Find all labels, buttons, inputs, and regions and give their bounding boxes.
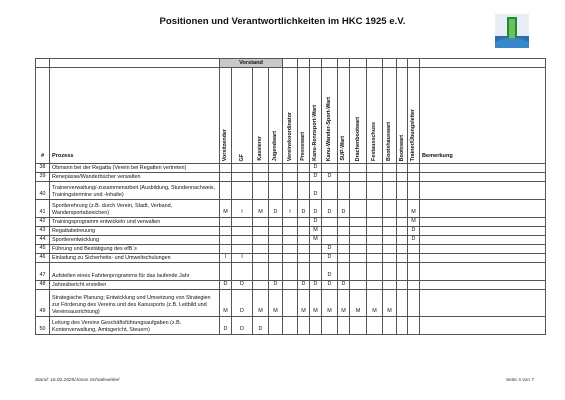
group-header-vorstand: Vorstand — [220, 59, 283, 68]
responsibility-cell: M — [408, 218, 420, 227]
responsibility-cell — [232, 218, 253, 227]
column-header-process: Prozess — [50, 68, 220, 164]
responsibility-cell — [283, 254, 298, 263]
responsibility-cell: D — [232, 317, 253, 335]
responsibility-cell — [269, 236, 283, 245]
responsibility-cell — [397, 245, 408, 254]
row-remark — [420, 290, 546, 317]
table-row — [36, 254, 546, 263]
responsibility-cell: D — [232, 281, 253, 290]
responsibility-cell — [338, 254, 350, 263]
responsibility-cell: D — [220, 281, 232, 290]
responsibility-cell: M — [269, 290, 283, 317]
column-header-role-label: Vereinskoordinator — [286, 111, 293, 161]
row-remark — [420, 218, 546, 227]
responsibility-cell — [350, 254, 367, 263]
responsibility-cell — [298, 182, 310, 200]
table-row — [36, 182, 546, 200]
responsibility-cell — [367, 218, 383, 227]
responsibility-cell — [367, 200, 383, 218]
responsibility-cell — [322, 227, 338, 236]
table-row — [36, 236, 546, 245]
row-process: Führung und Bestätigung des efB´s — [50, 245, 220, 254]
row-number: 46 — [36, 254, 50, 263]
responsibility-cell — [283, 227, 298, 236]
column-header-role — [350, 68, 367, 164]
responsibility-cell — [397, 218, 408, 227]
responsibility-cell — [283, 317, 298, 335]
column-header-role — [269, 68, 283, 164]
responsibility-cell — [408, 254, 420, 263]
row-number: 47 — [36, 263, 50, 281]
responsibility-cell — [298, 218, 310, 227]
responsibility-cell — [338, 245, 350, 254]
responsibility-cell: D — [322, 245, 338, 254]
responsibility-cell — [367, 182, 383, 200]
responsibility-cell — [350, 182, 367, 200]
responsibility-cell — [338, 236, 350, 245]
responsibility-cell: D — [322, 281, 338, 290]
responsibility-cell — [298, 254, 310, 263]
responsibility-cell: D — [310, 173, 322, 182]
column-header-role — [397, 68, 408, 164]
responsibility-cell — [232, 245, 253, 254]
column-header-role-label: Trainer/Übungsleiter — [410, 108, 416, 161]
responsibility-cell — [310, 254, 322, 263]
responsibility-cell — [253, 218, 269, 227]
responsibility-cell — [397, 164, 408, 173]
column-header-remarks: Bemerkung — [420, 68, 546, 164]
responsibility-cell — [269, 164, 283, 173]
responsibility-cell: I — [232, 200, 253, 218]
row-remark — [420, 245, 546, 254]
row-remark — [420, 254, 546, 263]
responsibility-cell: D — [322, 173, 338, 182]
responsibility-cell — [269, 182, 283, 200]
column-header-role-label: Drachenbootwart — [354, 116, 361, 161]
responsibility-cell — [367, 164, 383, 173]
responsibility-cell — [283, 281, 298, 290]
row-remark — [420, 236, 546, 245]
responsibility-cell — [220, 227, 232, 236]
responsibility-cell — [408, 182, 420, 200]
column-header-role-label: Pressewart — [300, 132, 306, 161]
responsibility-cell: D — [310, 281, 322, 290]
row-remark — [420, 182, 546, 200]
row-process: Regattabetreuung — [50, 227, 220, 236]
responsibility-cell — [220, 182, 232, 200]
responsibility-cell — [350, 227, 367, 236]
responsibility-cell — [338, 182, 350, 200]
responsibility-cell: M — [253, 200, 269, 218]
row-process: Obmann bei der Regatta (Verein bei Regatten vertreten) — [50, 164, 220, 173]
responsibility-cell: M — [253, 290, 269, 317]
row-number: 43 — [36, 227, 50, 236]
responsibility-cell — [383, 218, 397, 227]
responsibility-cell — [269, 173, 283, 182]
row-remark — [420, 227, 546, 236]
row-number: 39 — [36, 173, 50, 182]
responsibility-cell — [397, 281, 408, 290]
responsibility-cell — [350, 236, 367, 245]
responsibility-cell — [367, 254, 383, 263]
responsibility-cell: D — [310, 164, 322, 173]
column-header-role — [367, 68, 383, 164]
responsibility-cell: M — [310, 236, 322, 245]
column-header-role-label: Bootshauswart — [386, 122, 392, 161]
responsibility-cell — [397, 200, 408, 218]
responsibility-cell — [408, 245, 420, 254]
responsibility-cell — [408, 317, 420, 335]
row-remark — [420, 173, 546, 182]
responsibility-cell — [338, 263, 350, 281]
responsibility-cell — [269, 245, 283, 254]
responsibility-cell — [298, 263, 310, 281]
row-process: Sportlerentwicklung — [50, 236, 220, 245]
responsibility-cell — [298, 173, 310, 182]
row-process: Trainerverwaltung/-zusammenarbeit (Ausbildung, Stundennachweis, Trainingstermine und -Inhalte) — [50, 182, 220, 200]
responsibility-cell: I — [220, 254, 232, 263]
responsibility-cell — [367, 245, 383, 254]
column-header-role-label: Kassierer — [257, 136, 263, 161]
responsibility-cell — [253, 236, 269, 245]
responsibility-cell — [383, 164, 397, 173]
column-header-role — [232, 68, 253, 164]
responsibility-cell — [397, 254, 408, 263]
responsibility-cell: D — [310, 182, 322, 200]
column-header-role — [338, 68, 350, 164]
responsibility-cell — [232, 182, 253, 200]
responsibility-cell — [298, 227, 310, 236]
responsibility-cell — [338, 164, 350, 173]
responsibility-cell — [397, 317, 408, 335]
responsibility-cell — [220, 173, 232, 182]
row-process: Leitung des Vereins Geschäftsführungsaufgaben (z.B. Kontenverwaltung, Amtsgericht, Steuern) — [50, 317, 220, 335]
row-process: Trainingsprogramm entwickeln und verwalten — [50, 218, 220, 227]
responsibility-cell: D — [310, 218, 322, 227]
responsibility-cell — [383, 245, 397, 254]
row-remark — [420, 263, 546, 281]
column-header-role-label: SUP-Wart — [340, 136, 346, 161]
responsibility-cell: D — [253, 317, 269, 335]
column-header-role-label: GF — [238, 153, 245, 161]
row-number: 38 — [36, 164, 50, 173]
row-number: 44 — [36, 236, 50, 245]
responsibility-cell — [350, 173, 367, 182]
row-number: 41 — [36, 200, 50, 218]
responsibility-cell — [322, 218, 338, 227]
responsibility-cell — [367, 227, 383, 236]
row-process: Einladung zu Sicherheits- und Umweltschulungen — [50, 254, 220, 263]
responsibility-cell: D — [322, 254, 338, 263]
responsibility-cell — [383, 182, 397, 200]
responsibility-cell — [253, 173, 269, 182]
responsibility-cell: D — [322, 200, 338, 218]
responsibility-cell — [367, 263, 383, 281]
responsibility-cell — [397, 227, 408, 236]
table-row — [36, 173, 546, 182]
table-row — [36, 263, 546, 281]
responsibility-cell — [269, 263, 283, 281]
responsibility-cell — [232, 236, 253, 245]
column-header-role — [310, 68, 322, 164]
responsibility-cell — [298, 164, 310, 173]
row-process: Renepässe/Wanderbücher verwalten — [50, 173, 220, 182]
responsibility-cell — [322, 164, 338, 173]
row-process: Sportlerehrung (z.B. durch Verein, Stadt, Verband, Wandersportabzeichen) — [50, 200, 220, 218]
responsibility-cell — [220, 164, 232, 173]
responsibility-cell — [350, 245, 367, 254]
responsibility-cell: M — [220, 200, 232, 218]
responsibility-cell: D — [298, 281, 310, 290]
responsibility-cell — [269, 254, 283, 263]
responsibility-cell — [383, 200, 397, 218]
responsibility-cell — [269, 218, 283, 227]
row-number: 50 — [36, 317, 50, 335]
responsibility-cell — [350, 317, 367, 335]
responsibility-cell: D — [298, 200, 310, 218]
responsibility-cell: M — [350, 290, 367, 317]
responsibility-cell: M — [298, 290, 310, 317]
column-header-role-label: Kanu-Wander-Sport-Wart — [326, 96, 332, 161]
responsibility-cell — [283, 245, 298, 254]
responsibility-cell — [269, 227, 283, 236]
responsibility-cell — [338, 317, 350, 335]
responsibility-cell — [383, 263, 397, 281]
row-remark — [420, 317, 546, 335]
responsibility-cell — [383, 227, 397, 236]
responsibility-cell — [397, 173, 408, 182]
responsibility-cell: M — [220, 290, 232, 317]
responsibility-cell — [338, 227, 350, 236]
responsibility-cell — [408, 173, 420, 182]
responsibility-cell — [310, 263, 322, 281]
responsibility-cell — [220, 218, 232, 227]
row-process: Strategische Planung; Entwicklung und Umsetzung von Strategien zur Förderung des Vereins und des Kanusports (z.B. Leitbild und Vereinsausrichtung) — [50, 290, 220, 317]
responsibility-cell — [283, 290, 298, 317]
responsibility-cell: D — [220, 317, 232, 335]
responsibility-cell — [367, 236, 383, 245]
row-remark — [420, 281, 546, 290]
responsibility-cell — [283, 164, 298, 173]
responsibility-cell — [408, 263, 420, 281]
table-row — [36, 281, 546, 290]
column-header-role — [298, 68, 310, 164]
responsibility-cell: M — [338, 290, 350, 317]
table-row — [36, 200, 546, 218]
responsibility-cell — [232, 263, 253, 281]
responsibility-cell: D — [338, 281, 350, 290]
document-title: Positionen und Verantwortlichkeiten im HKC 1925 e.V. — [159, 16, 406, 27]
responsibility-cell: M — [322, 290, 338, 317]
responsibility-cell — [397, 236, 408, 245]
responsibility-cell: M — [383, 290, 397, 317]
column-header-role — [220, 68, 232, 164]
responsibility-cell — [338, 218, 350, 227]
responsibility-cell — [253, 254, 269, 263]
table-row — [36, 164, 546, 173]
responsibility-cell — [220, 245, 232, 254]
responsibility-cell — [383, 173, 397, 182]
responsibility-cell — [383, 317, 397, 335]
table-row — [36, 317, 546, 335]
responsibility-table — [35, 58, 546, 335]
responsibility-cell — [322, 317, 338, 335]
responsibility-cell — [253, 164, 269, 173]
responsibility-cell — [322, 182, 338, 200]
responsibility-cell — [253, 263, 269, 281]
responsibility-cell — [367, 173, 383, 182]
responsibility-cell — [408, 164, 420, 173]
responsibility-cell — [220, 263, 232, 281]
column-header-role-label: Vorsitzender — [222, 128, 228, 161]
table-row — [36, 245, 546, 254]
column-header-number: # — [36, 68, 50, 164]
responsibility-cell — [350, 263, 367, 281]
column-header-role — [383, 68, 397, 164]
responsibility-cell — [408, 281, 420, 290]
responsibility-cell: D — [408, 236, 420, 245]
table-row — [36, 290, 546, 317]
responsibility-cell: D — [269, 200, 283, 218]
column-header-role — [322, 68, 338, 164]
responsibility-cell — [383, 254, 397, 263]
responsibility-cell: D — [322, 263, 338, 281]
responsibility-cell — [253, 182, 269, 200]
responsibility-cell: I — [283, 200, 298, 218]
footer-status: Stand: 16.02.2025/Jonas Schadewinkel — [35, 378, 120, 383]
responsibility-cell — [338, 173, 350, 182]
responsibility-cell — [298, 236, 310, 245]
column-header-role-label: Festausschuss — [371, 122, 377, 161]
column-header-role — [253, 68, 269, 164]
responsibility-cell — [232, 227, 253, 236]
responsibility-cell — [350, 281, 367, 290]
responsibility-cell: D — [338, 200, 350, 218]
responsibility-cell — [350, 164, 367, 173]
club-logo-icon — [495, 14, 529, 48]
responsibility-cell — [350, 200, 367, 218]
column-header-role-label: Kanu-Rennsport-Wart — [312, 105, 318, 161]
responsibility-cell — [397, 182, 408, 200]
responsibility-cell — [408, 290, 420, 317]
responsibility-cell: M — [408, 200, 420, 218]
responsibility-cell — [322, 236, 338, 245]
responsibility-cell: D — [269, 281, 283, 290]
responsibility-cell — [283, 182, 298, 200]
responsibility-cell — [220, 236, 232, 245]
responsibility-cell — [283, 173, 298, 182]
responsibility-cell — [350, 218, 367, 227]
responsibility-cell — [298, 245, 310, 254]
column-header-role — [408, 68, 420, 164]
responsibility-cell: M — [367, 290, 383, 317]
responsibility-cell: M — [310, 227, 322, 236]
row-number: 42 — [36, 218, 50, 227]
responsibility-cell: I — [232, 254, 253, 263]
responsibility-cell — [253, 227, 269, 236]
responsibility-cell — [310, 317, 322, 335]
responsibility-cell — [269, 317, 283, 335]
responsibility-cell: D — [232, 290, 253, 317]
responsibility-cell — [283, 236, 298, 245]
row-number: 45 — [36, 245, 50, 254]
responsibility-cell — [283, 263, 298, 281]
row-remark — [420, 164, 546, 173]
column-header-role-label: Jugendwart — [272, 130, 278, 161]
responsibility-cell: M — [310, 290, 322, 317]
footer-page-number: Seite 4 von 7 — [505, 378, 534, 383]
responsibility-cell — [397, 290, 408, 317]
table-row — [36, 218, 546, 227]
responsibility-cell — [383, 236, 397, 245]
row-number: 40 — [36, 182, 50, 200]
column-header-role — [283, 68, 298, 164]
responsibility-cell — [397, 263, 408, 281]
responsibility-cell — [367, 317, 383, 335]
responsibility-cell — [253, 281, 269, 290]
responsibility-cell: D — [408, 227, 420, 236]
responsibility-cell — [383, 281, 397, 290]
row-number: 49 — [36, 290, 50, 317]
row-number: 48 — [36, 281, 50, 290]
responsibility-cell — [367, 281, 383, 290]
responsibility-cell — [232, 173, 253, 182]
responsibility-cell — [253, 245, 269, 254]
table-row — [36, 227, 546, 236]
responsibility-cell: D — [310, 200, 322, 218]
responsibility-cell — [283, 218, 298, 227]
row-remark — [420, 200, 546, 218]
column-header-role-label: Bootswart — [398, 134, 405, 161]
row-process: Jahresbericht erstellen — [50, 281, 220, 290]
responsibility-cell — [298, 317, 310, 335]
responsibility-cell — [310, 245, 322, 254]
responsibility-cell — [232, 164, 253, 173]
row-process: Aufstellen eines Fahrtenprogramms für das laufende Jahr — [50, 263, 220, 281]
